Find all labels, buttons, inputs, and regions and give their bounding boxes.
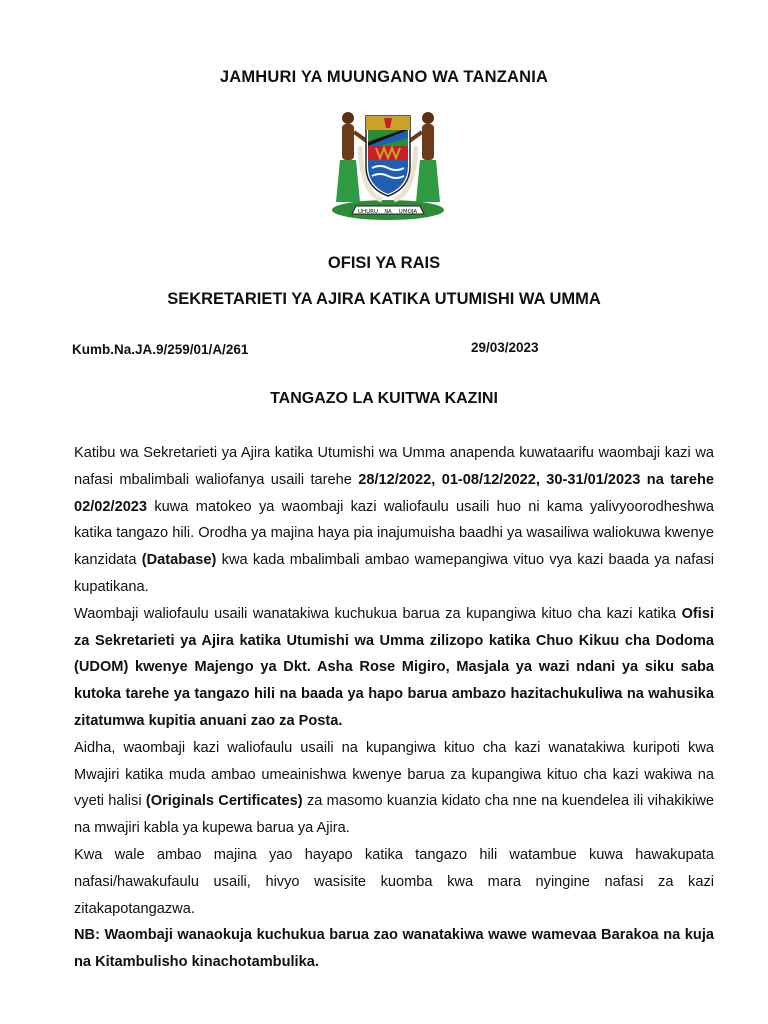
paragraph-results: Katibu wa Sekretarieti ya Ajira katika Utumishi wa Umma anapenda kuwataarifu waombaji kazi wa nafasi mbalimbali waliofanya usaili tarehe 28/12/2022, 01-08/12/2022, 30-31/01/2023 na tarehe 02/02/2023 kuwa matokeo ya waombaji kazi waliofaulu usaili huo ni kama yalivyoorodheshwa katika tangazo hili. Orodha ya majina haya pia inajumuisha baadhi ya wasailiwa waliokuwa kwenye kanzidata (Database) kwa kada mbalimbali ambao wamepangiwa vituo vya kazi baada ya nafasi kupatikana.: [74, 445, 715, 595]
announcement-body: [74, 440, 714, 976]
paragraph-collect-letters: Waombaji waliofaulu usaili wanatakiwa kuchukua barua za kupangiwa kituo cha kazi katika Ofisi za Sekretarieti ya Ajira katika Utumishi wa Umma zilizopo katika Chuo Kikuu cha Dodoma (UDOM) kwenye Majengo ya Dkt. Asha Rose Migiro, Masjala ya wazi ndani ya siku saba kutoka tarehe ya tangazo hili na baada ya hapo barua ambazo hazitachukuliwa na wahusika zitatumwa kupitia anuani zao za Posta.: [74, 605, 714, 729]
letter-date: 29/03/2023: [471, 340, 539, 355]
paragraph-report-employer: Aidha, waombaji kazi waliofaulu usaili na kupangiwa kituo cha kazi wanatakiwa kuripoti kwa Mwajiri katika muda ambao umeainishwa kwenye barua za kupangiwa kituo cha kazi wakiwa na vyeti halisi (Originals Certificates) za masomo kuanzia kidato cha nne na kuendelea ili vihakikiwe na mwajiri kabla ya kupewa barua ya Ajira.: [74, 739, 714, 837]
announcement-title: TANGAZO LA KUITWA KAZINI: [270, 390, 498, 407]
crest-motto-right: UMOJA: [398, 209, 418, 215]
crest-motto-ribbon: [352, 206, 424, 215]
crest-motto-left: UHURU: [357, 209, 379, 215]
country-heading: JAMHURI YA MUUNGANO WA TANZANIA: [219, 68, 549, 86]
reference-number: Kumb.Na.JA.9/259/01/A/261: [72, 342, 249, 357]
secretariat-heading: SEKRETARIETI YA AJIRA KATIKA UTUMISHI WA UMMA: [167, 290, 601, 308]
office-heading: OFISI YA RAIS: [327, 254, 441, 272]
coat-of-arms-emblem: [326, 102, 450, 226]
crest-motto-center: NA: [384, 209, 392, 215]
paragraph-not-listed: Kwa wale ambao majina yao hayapo katika tangazo hili watambue kuwa hawakupata nafasi/hawakufaulu usaili, hivyo wasisite kuomba kwa mara nyingine nafasi za kazi zitakapotangazwa.: [74, 846, 714, 917]
paragraph-nb-note: NB: Waombaji wanaokuja kuchukua barua zao wanatakiwa wawe wamevaa Barakoa na kuja na Kitambulisho kinachotambulika.: [74, 927, 714, 971]
crest-shield: [366, 116, 410, 196]
crest-flag: [368, 130, 408, 146]
